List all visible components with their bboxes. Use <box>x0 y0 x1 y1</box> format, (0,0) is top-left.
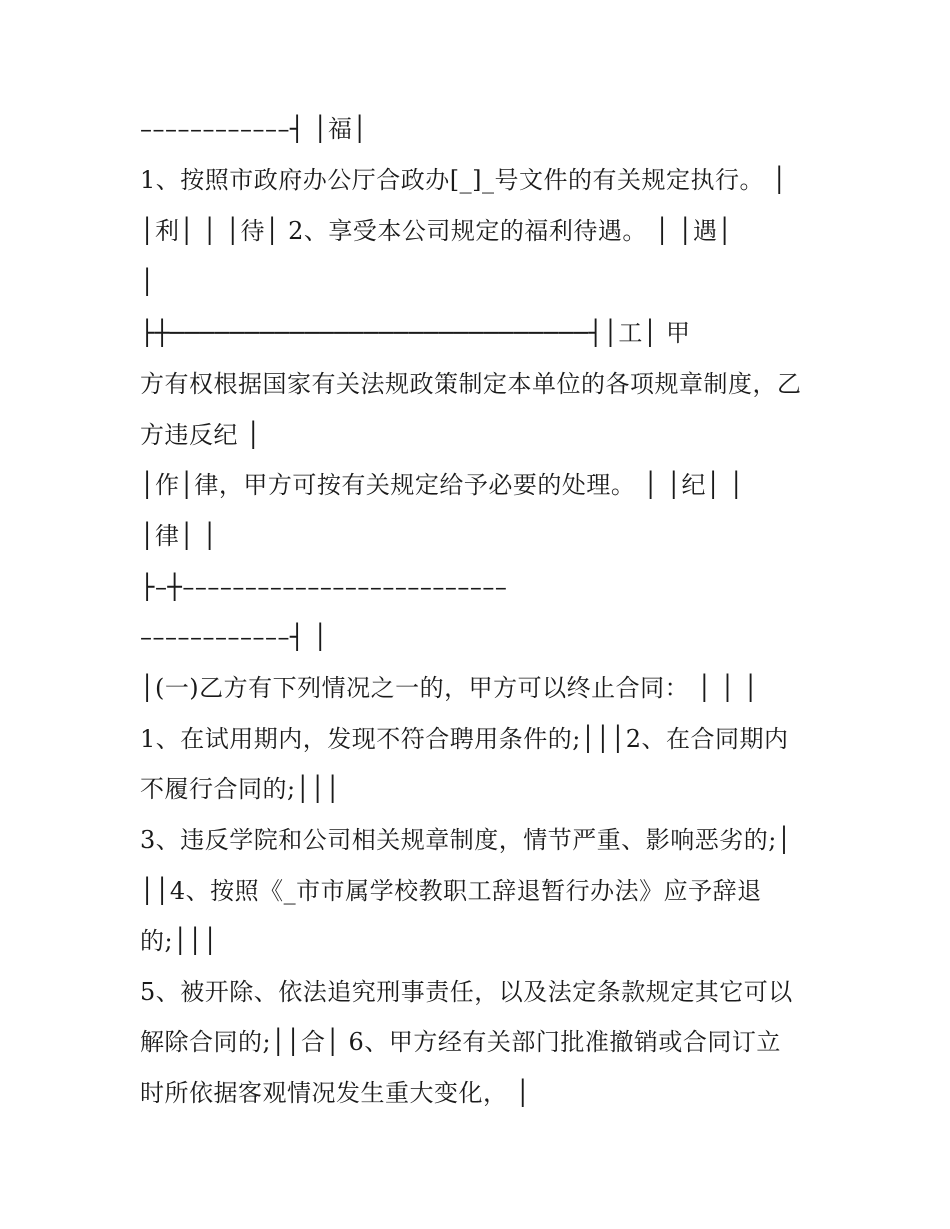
text-line: │(一)乙方有下列情况之一的，甲方可以终止合同： │ │ │ <box>140 674 759 702</box>
text-line: │利│ │ │待│ 2、享受本公司规定的福利待遇。 │ │遇│ <box>140 217 733 245</box>
text-line: 方违反纪 │ <box>140 421 262 449</box>
text-line: 不履行合同的;│││ <box>140 775 341 803</box>
text-line: 1、按照市政府办公厅合政办[_]_号文件的有关规定执行。 │ <box>140 166 788 194</box>
text-line: ├–┼–––––––––––––––––––––––––– <box>140 573 508 601</box>
text-line: 5、被开除、依法追究刑事责任，以及法定条款规定其它可以 <box>140 978 793 1006</box>
text-line: │律│ │ <box>140 522 218 550</box>
text-line: 1、在试用期内，发现不符合聘用条件的;│││2、在合同期内 <box>140 725 789 753</box>
text-line: ││4、按照《_市市属学校教职工辞退暂行办法》应予辞退 <box>140 877 762 905</box>
text-line: ––––––––––––┤ │ <box>140 623 329 651</box>
text-line: │ <box>140 268 155 296</box>
text-line: ––––––––––––┤ │福│ <box>140 115 368 143</box>
text-line: 方有权根据国家有关法规政策制定本单位的各项规章制度，乙 <box>140 370 802 398</box>
text-line: 解除合同的;││合│ 6、甲方经有关部门批准撤销或合同订立 <box>140 1028 781 1056</box>
text-line: │作│律，甲方可按有关规定给予必要的处理。 │ │纪│ │ <box>140 471 745 499</box>
text-line: ├┼────────────────────────────┤│工│ 甲 <box>140 319 691 347</box>
text-line: 3、违反学院和公司相关规章制度，情节严重、影响恶劣的;│ <box>140 826 792 854</box>
text-line: 的;│││ <box>140 927 218 955</box>
text-line: 时所依据客观情况发生重大变化， │ <box>140 1079 531 1107</box>
